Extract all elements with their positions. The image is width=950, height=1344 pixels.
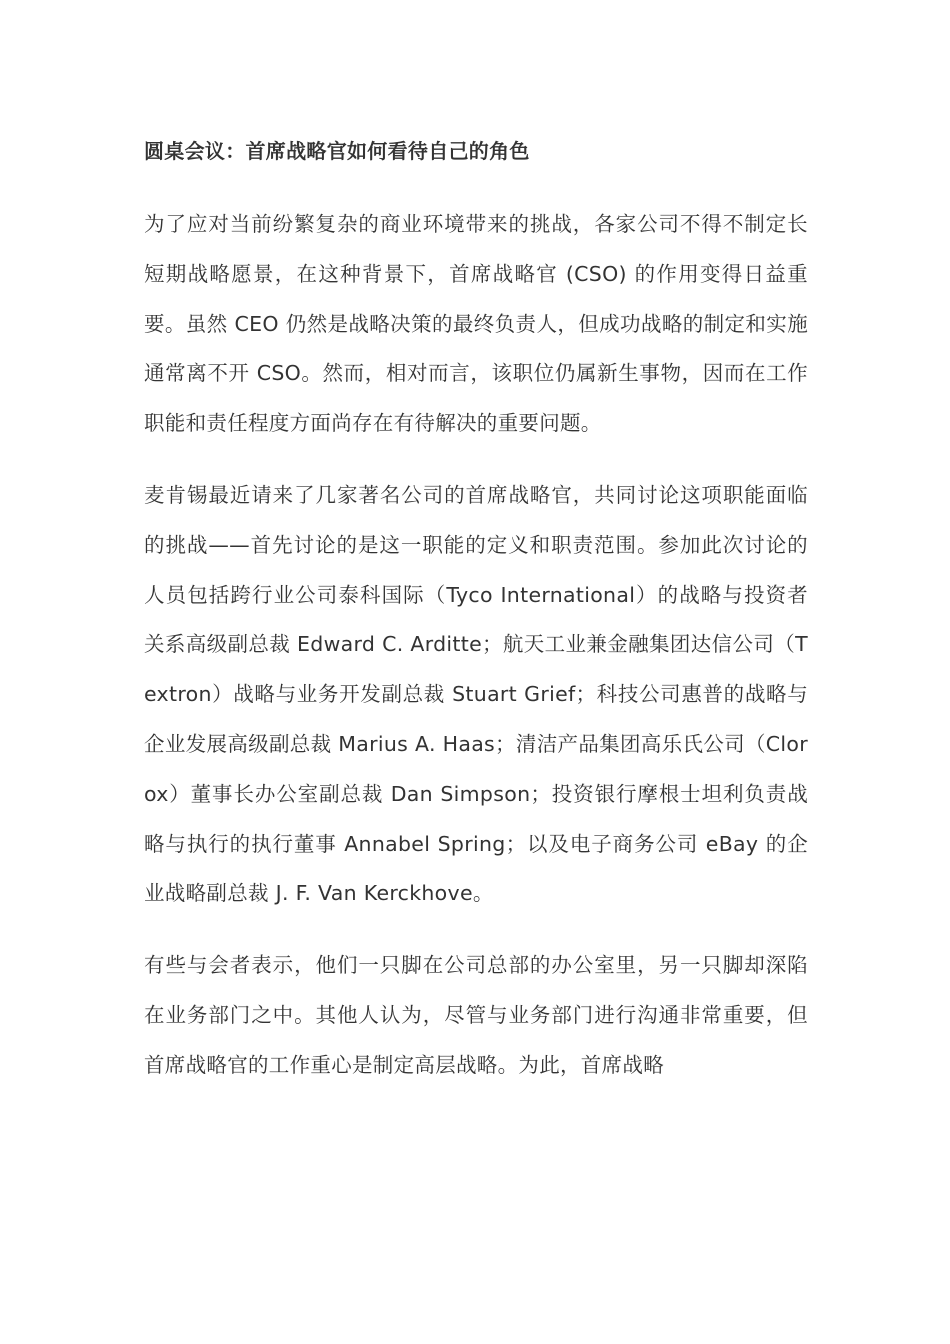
document-body [144,126,808,1091]
paragraph-roles: 有些与会者表示，他们一只脚在公司总部的办公室里，另一只脚却深陷在业务部门之中。其他人认为，尽管与业务部门进行沟通非常重要，但首席战略官的工作重心是制定高层战略。为此，首席战略 [144,953,808,1077]
document-title: 圆桌会议：首席战略官如何看待自己的角色 [144,139,530,163]
paragraph-participants: 麦肯锡最近请来了几家著名公司的首席战略官，共同讨论这项职能面临的挑战——首先讨论的是这一职能的定义和职责范围。参加此次讨论的人员包括跨行业公司泰科国际（Tyco International）的战略与投资者关系高级副总裁 Edward C. Arditte；航天工业兼金融集团达信公司（Textron）战略与业务开发副总裁 Stuart Grief；科技公司惠普的战略与企业发展高级副总裁 Marius A. Haas；清洁产品集团高乐氏公司（Clorox）董事长办公室副总裁 Dan Simpson；投资银行摩根士坦利负责战略与执行的执行董事 Annabel Spring；以及电子商务公司 eBay 的企业战略副总裁 J. F. Van Kerckhove。 [144,482,808,906]
paragraph-intro: 为了应对当前纷繁复杂的商业环境带来的挑战，各家公司不得不制定长短期战略愿景，在这种背景下，首席战略官 (CSO) 的作用变得日益重要。虽然 CEO 仍然是战略决策的最终负责人，但成功战略的制定和实施通常离不开 CSO。然而，相对而言，该职位仍属新生事物，因而在工作职能和责任程度方面尚存在有待解决的重要问题。 [144,212,808,436]
